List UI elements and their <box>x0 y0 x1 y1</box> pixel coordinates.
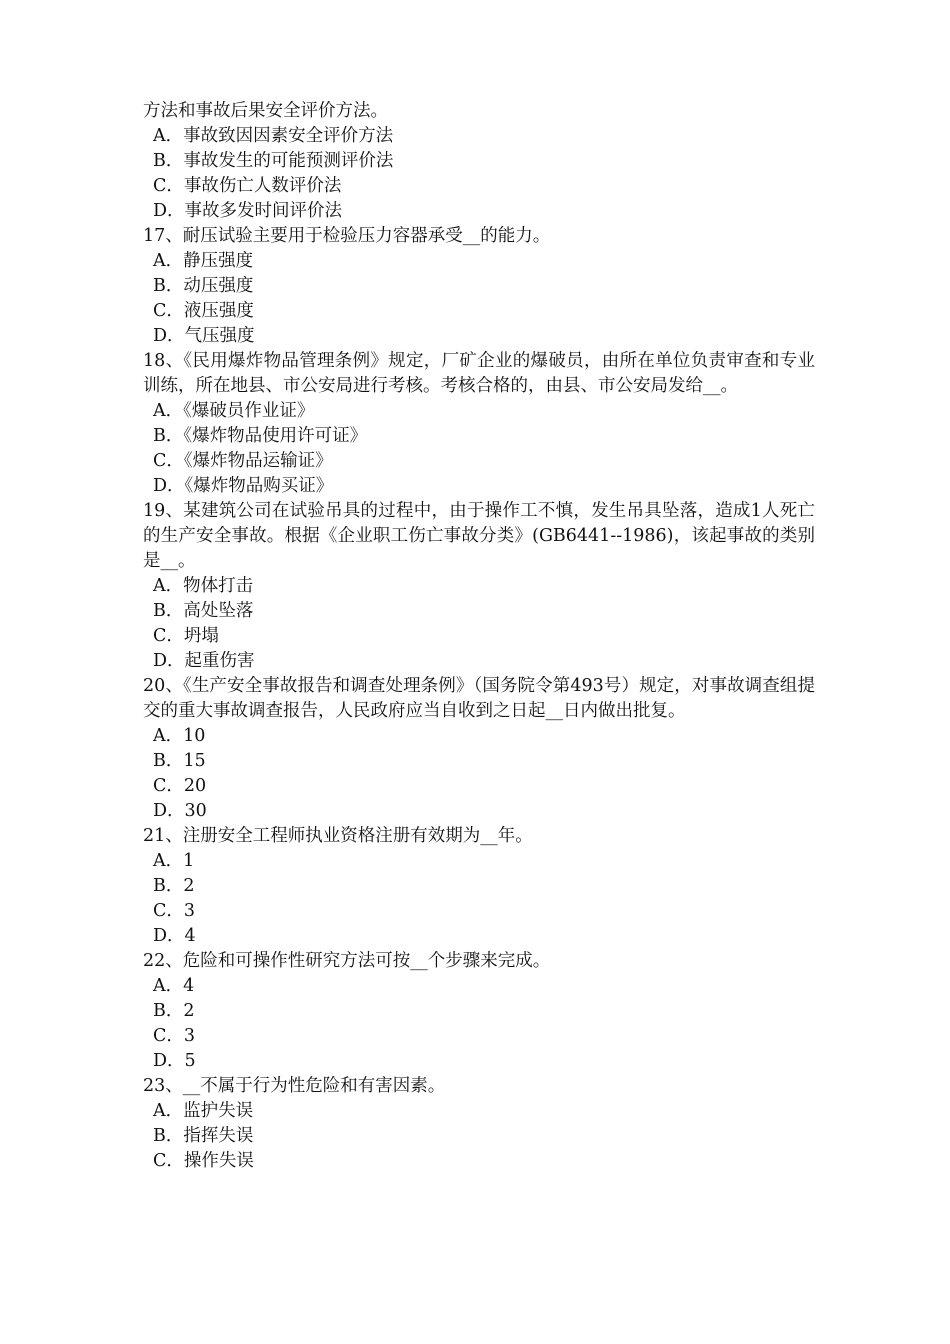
option-d: D．气压强度 <box>153 326 255 346</box>
option-c: C．3 <box>153 901 196 921</box>
option-c: C．《爆炸物品运输证》 <box>153 451 333 471</box>
option-b: B．动压强度 <box>153 276 254 296</box>
option-a: A．4 <box>153 976 195 996</box>
option-c: C．操作失误 <box>153 1151 254 1171</box>
question-stem: 23、__不属于行为性危险和有害因素。 <box>143 1076 446 1096</box>
option-b: B．高处坠落 <box>153 601 254 621</box>
question-stem: 21、注册安全工程师执业资格注册有效期为__年。 <box>143 826 533 846</box>
intro-tail-text: 方法和事故后果安全评价方法。 <box>143 101 388 121</box>
option-c: C．坍塌 <box>153 626 219 646</box>
question-21 <box>143 824 815 949</box>
option-d: D．30 <box>153 801 207 821</box>
question-19 <box>143 499 815 674</box>
option-b: B．事故发生的可能预测评价法 <box>153 151 394 171</box>
question-stem: 18、《民用爆炸物品管理条例》规定，厂矿企业的爆破员，由所在单位负责审查和专业训练，所在地县、市公安局进行考核。考核合格的，由县、市公安局发给__。 <box>143 351 815 396</box>
option-c: C．事故伤亡人数评价法 <box>153 176 342 196</box>
option-c: C．20 <box>153 776 207 796</box>
question-17 <box>143 224 815 349</box>
option-b: B．2 <box>153 876 195 896</box>
option-b: B．《爆炸物品使用许可证》 <box>153 426 368 446</box>
intro-options <box>143 124 815 224</box>
question-22 <box>143 949 815 1074</box>
option-a: A．事故致因因素安全评价方法 <box>153 126 394 146</box>
option-c: C．3 <box>153 1026 196 1046</box>
question-stem: 19、某建筑公司在试验吊具的过程中，由于操作工不慎，发生吊具坠落，造成1人死亡的生产安全事故。根据《企业职工伤亡事故分类》(GB6441--1986)，该起事故的类别是__。 <box>143 501 815 571</box>
question-20 <box>143 674 815 824</box>
question-stem: 22、危险和可操作性研究方法可按__个步骤来完成。 <box>143 951 551 971</box>
option-a: A．1 <box>153 851 195 871</box>
option-a: A．静压强度 <box>153 251 254 271</box>
question-18 <box>143 349 815 499</box>
option-a: A．10 <box>153 726 206 746</box>
question-stem: 17、耐压试验主要用于检验压力容器承受__的能力。 <box>143 226 551 246</box>
question-23 <box>143 1074 815 1174</box>
option-b: B．指挥失误 <box>153 1126 254 1146</box>
option-c: C．液压强度 <box>153 301 254 321</box>
option-d: D．《爆炸物品购买证》 <box>153 476 334 496</box>
document-page <box>143 99 815 1174</box>
option-d: D．5 <box>153 1051 196 1071</box>
question-stem: 20、《生产安全事故报告和调查处理条例》（国务院令第493号）规定，对事故调查组提交的重大事故调查报告，人民政府应当自收到之日起__日内做出批复。 <box>143 676 815 721</box>
option-d: D．起重伤害 <box>153 651 255 671</box>
option-d: D．4 <box>153 926 196 946</box>
option-a: A．《爆破员作业证》 <box>153 401 315 421</box>
option-b: B．2 <box>153 1001 195 1021</box>
option-b: B．15 <box>153 751 206 771</box>
option-d: D．事故多发时间评价法 <box>153 201 343 221</box>
option-a: A．物体打击 <box>153 576 254 596</box>
option-a: A．监护失误 <box>153 1101 254 1121</box>
